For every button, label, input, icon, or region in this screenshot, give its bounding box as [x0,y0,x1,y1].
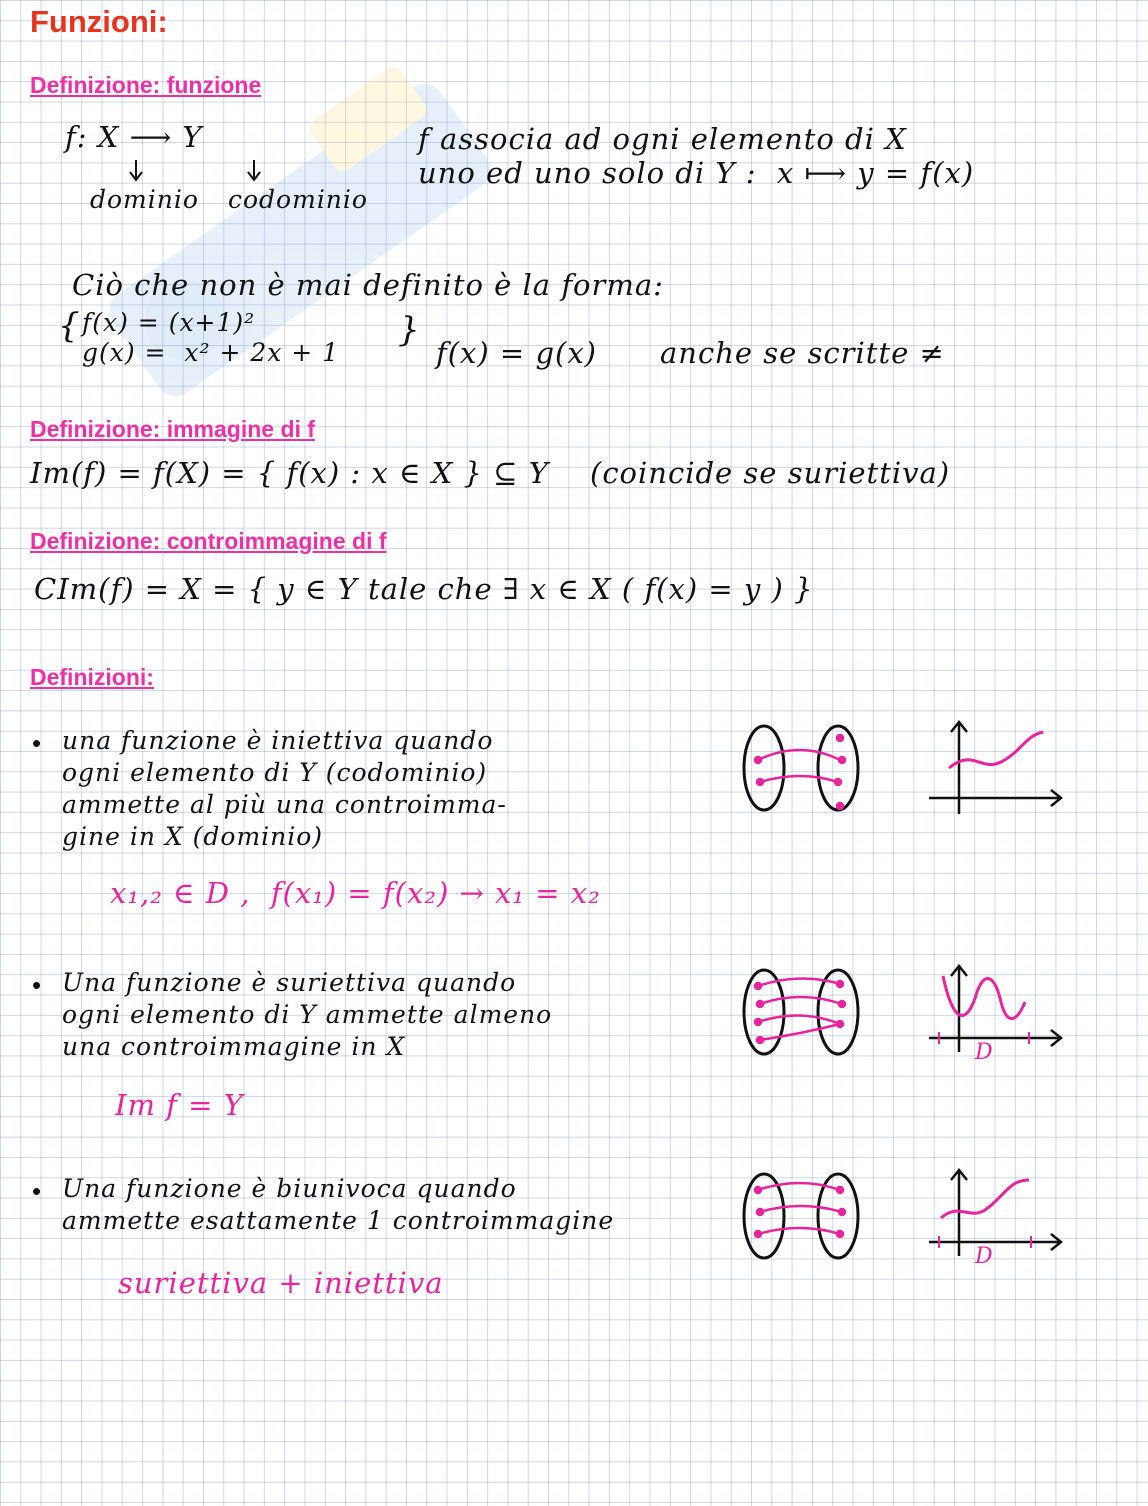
biunivoca-graph [925,1166,1065,1266]
formula-controimmagine: CIm(f) = X = { y ∈ Y tale che ∃ x ∈ X ( f(x) = y ) } [34,572,814,606]
brace-left-icon: { [58,306,81,346]
suriettiva-graph [925,962,1065,1062]
equation-f: f(x) = (x+1)² [82,308,256,337]
label-codominio: codominio [228,185,368,214]
function-description-line2: uno ed uno solo di Y : x ⟼ y = f(x) [418,156,975,190]
bullet: • [32,970,42,1000]
biunivoca-line2: ammette esattamente 1 controimmagine [62,1206,615,1235]
suriettiva-line2: ogni elemento di Y ammette almeno [62,1000,553,1029]
biunivoca-domain-label: D [975,1244,994,1269]
biunivoca-formula: suriettiva + iniettiva [118,1266,444,1300]
suriettiva-domain-label: D [975,1040,994,1065]
bullet: • [32,1176,42,1206]
brace-right-icon: } [398,310,421,350]
biunivoca-line1: Una funzione è biunivoca quando [62,1174,517,1203]
suriettiva-formula: Im f = Y [115,1088,244,1122]
heading-immagine: Definizione: immagine di f [30,416,315,442]
label-dominio: dominio [90,185,199,214]
iniettiva-formula: x₁,₂ ∈ D , f(x₁) = f(x₂) → x₁ = x₂ [110,876,601,910]
function-notation: f: X ⟶ Y [65,120,203,154]
formula-immagine: Im(f) = f(X) = { f(x) : x ∈ X } ⊆ Y [30,456,549,490]
suriettiva-line3: una controimmagine in X [62,1032,406,1061]
conclusion-note: anche se scritte ≠ [660,336,945,370]
form-note: Ciò che non è mai definito è la forma: [72,268,664,302]
suriettiva-line1: Una funzione è suriettiva quando [62,968,517,997]
iniettiva-line4: gine in X (dominio) [62,822,324,851]
arrows-down-icon [120,158,270,184]
function-description-line1: f associa ad ogni elemento di X [418,122,907,156]
heading-definizioni: Definizioni: [30,664,154,690]
page-title: Funzioni: [30,4,168,39]
iniettiva-set-diagram [740,720,865,820]
equation-g: g(x) = x² + 2x + 1 [82,338,340,367]
suriettiva-set-diagram [740,964,865,1060]
note-immagine: (coincide se suriettiva) [590,456,951,490]
equation-conclusion: f(x) = g(x) [436,336,597,370]
iniettiva-line2: ogni elemento di Y (codominio) [62,758,488,787]
biunivoca-set-diagram [740,1168,865,1264]
heading-funzione: Definizione: funzione [30,72,262,98]
iniettiva-line3: ammette al più una controimma- [62,790,507,819]
heading-controimmagine: Definizione: controimmagine di f [30,528,387,554]
bullet: • [32,728,42,758]
iniettiva-line1: una funzione è iniettiva quando [62,726,494,755]
iniettiva-graph [925,718,1065,818]
